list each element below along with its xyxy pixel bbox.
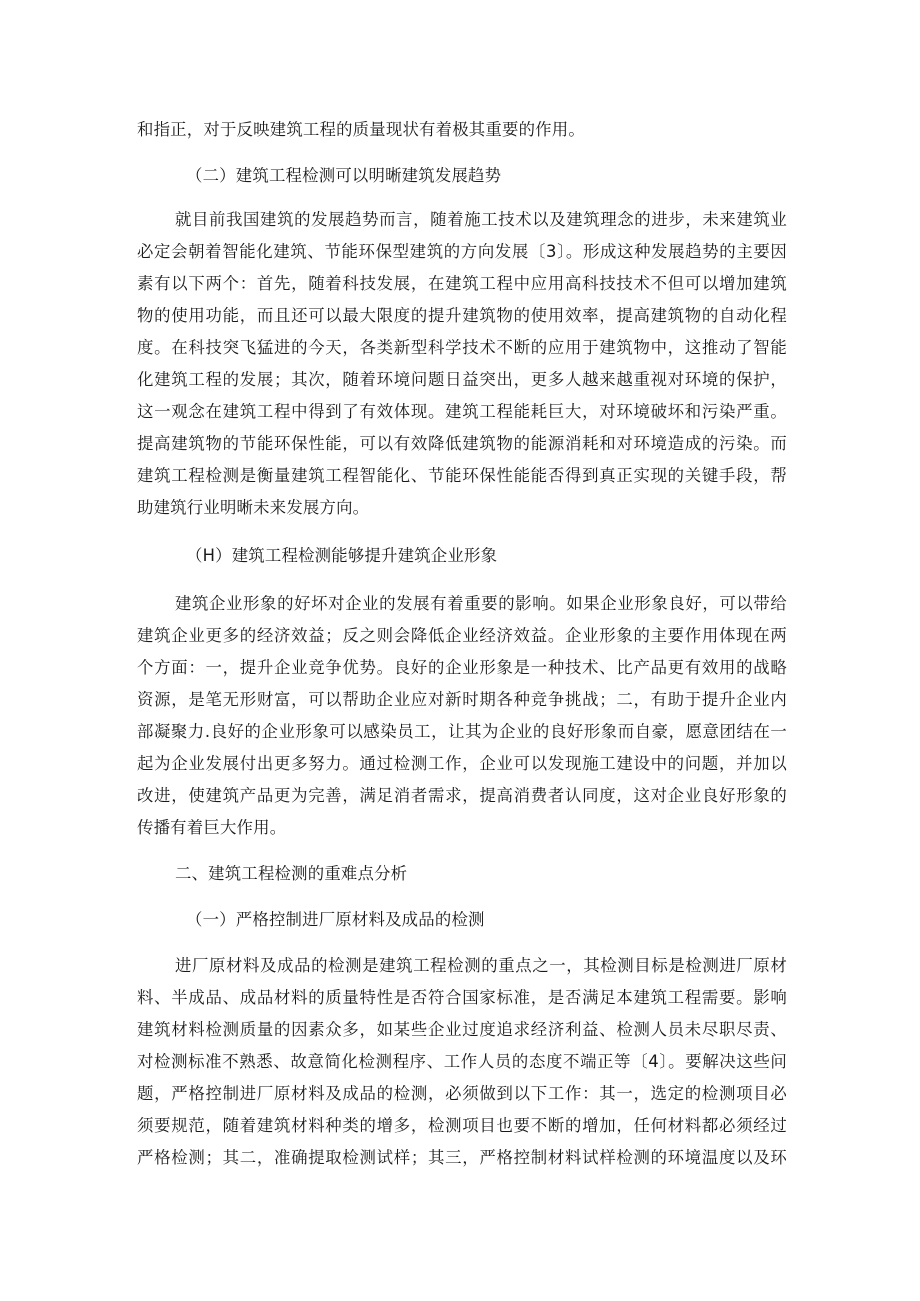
paragraph-line: 提高建筑物的节能环保性能，可以有效降低建筑物的能源消耗和对环境造成的污染。而 bbox=[137, 434, 787, 453]
paragraph-line: 题，严格控制进厂原材料及成品的检测，必须做到以下工作：其一，选定的检测项目必 bbox=[137, 1084, 787, 1103]
paragraph-line: 必定会朝着智能化建筑、节能环保型建筑的方向发展〔3〕。形成这种发展趋势的主要因 bbox=[137, 242, 787, 261]
paragraph-line: 资源，是笔无形财富，可以帮助企业应对新时期各种竞争挑战；二，有助于提升企业内 bbox=[137, 690, 787, 709]
paragraph-line: 对检测标准不熟悉、故意简化检测程序、工作人员的态度不端正等〔4〕。要解决这些问 bbox=[137, 1052, 787, 1071]
paragraph-line: 助建筑行业明晰未来发展方向。 bbox=[137, 498, 370, 517]
paragraph-line: 化建筑工程的发展；其次，随着环境问题日益突出，更多人越来越重视对环境的保护， bbox=[137, 370, 787, 389]
paragraph-line: 建筑材料检测质量的因素众多，如某些企业过度追求经济利益、检测人员未尽职尽责、 bbox=[137, 1020, 787, 1039]
paragraph-line: 度。在科技突飞猛进的今天，各类新型科学技术不断的应用于建筑物中，这推动了智能 bbox=[137, 338, 787, 357]
paragraph-line: 这一观念在建筑工程中得到了有效体现。建筑工程能耗巨大，对环境破坏和污染严重。 bbox=[137, 402, 787, 421]
paragraph-line: 起为企业发展付出更多努力。通过检测工作，企业可以发现施工建设中的问题，并加以 bbox=[137, 754, 787, 773]
paragraph-line: 传播有着巨大作用。 bbox=[137, 818, 287, 837]
section-heading: （H）建筑工程检测能够提升建筑企业形象 bbox=[186, 546, 498, 565]
paragraph-line: 素有以下两个：首先，随着科技发展，在建筑工程中应用高科技技术不但可以增加建筑 bbox=[137, 274, 787, 293]
paragraph-line: 改进，使建筑产品更为完善，满足消者需求，提高消费者认同度，这对企业良好形象的 bbox=[137, 786, 787, 805]
paragraph-line: 个方面：一，提升企业竞争优势。良好的企业形象是一种技术、比产品更有效用的战略 bbox=[137, 658, 787, 677]
paragraph-line: 须要规范，随着建筑材料种类的增多，检测项目也要不断的增加，任何材料都必须经过 bbox=[137, 1116, 787, 1135]
section-heading: （二）建筑工程检测可以明晰建筑发展趋势 bbox=[186, 166, 502, 185]
paragraph-line: 进厂原材料及成品的检测是建筑工程检测的重点之一，其检测目标是检测进厂原材 bbox=[175, 956, 787, 975]
section-heading: （一）严格控制进厂原材料及成品的检测 bbox=[186, 910, 485, 929]
paragraph-line: 料、半成品、成品材料的质量特性是否符合国家标准，是否满足本建筑工程需要。影响 bbox=[137, 988, 787, 1007]
paragraph-line: 部凝聚力.良好的企业形象可以感染员工，让其为企业的良好形象而自豪，愿意团结在一 bbox=[137, 722, 787, 741]
chapter-heading: 二、建筑工程检测的重难点分析 bbox=[175, 864, 408, 883]
paragraph-line: 建筑工程检测是衡量建筑工程智能化、节能环保性能能否得到真正实现的关键手段，帮 bbox=[137, 466, 787, 485]
paragraph-line: 严格检测；其二，准确提取检测试样；其三，严格控制材料试样检测的环境温度以及环 bbox=[137, 1148, 787, 1167]
paragraph-line: 物的使用功能，而且还可以最大限度的提升建筑物的使用效率，提高建筑物的自动化程 bbox=[137, 306, 787, 325]
paragraph-line: 就目前我国建筑的发展趋势而言，随着施工技术以及建筑理念的进步，未来建筑业 bbox=[175, 210, 787, 229]
paragraph-line: 和指正，对于反映建筑工程的质量现状有着极其重要的作用。 bbox=[137, 120, 585, 139]
paragraph-line: 建筑企业更多的经济效益；反之则会降低企业经济效益。企业形象的主要作用体现在两 bbox=[137, 626, 787, 645]
paragraph-line: 建筑企业形象的好坏对企业的发展有着重要的影响。如果企业形象良好，可以带给 bbox=[175, 594, 787, 613]
